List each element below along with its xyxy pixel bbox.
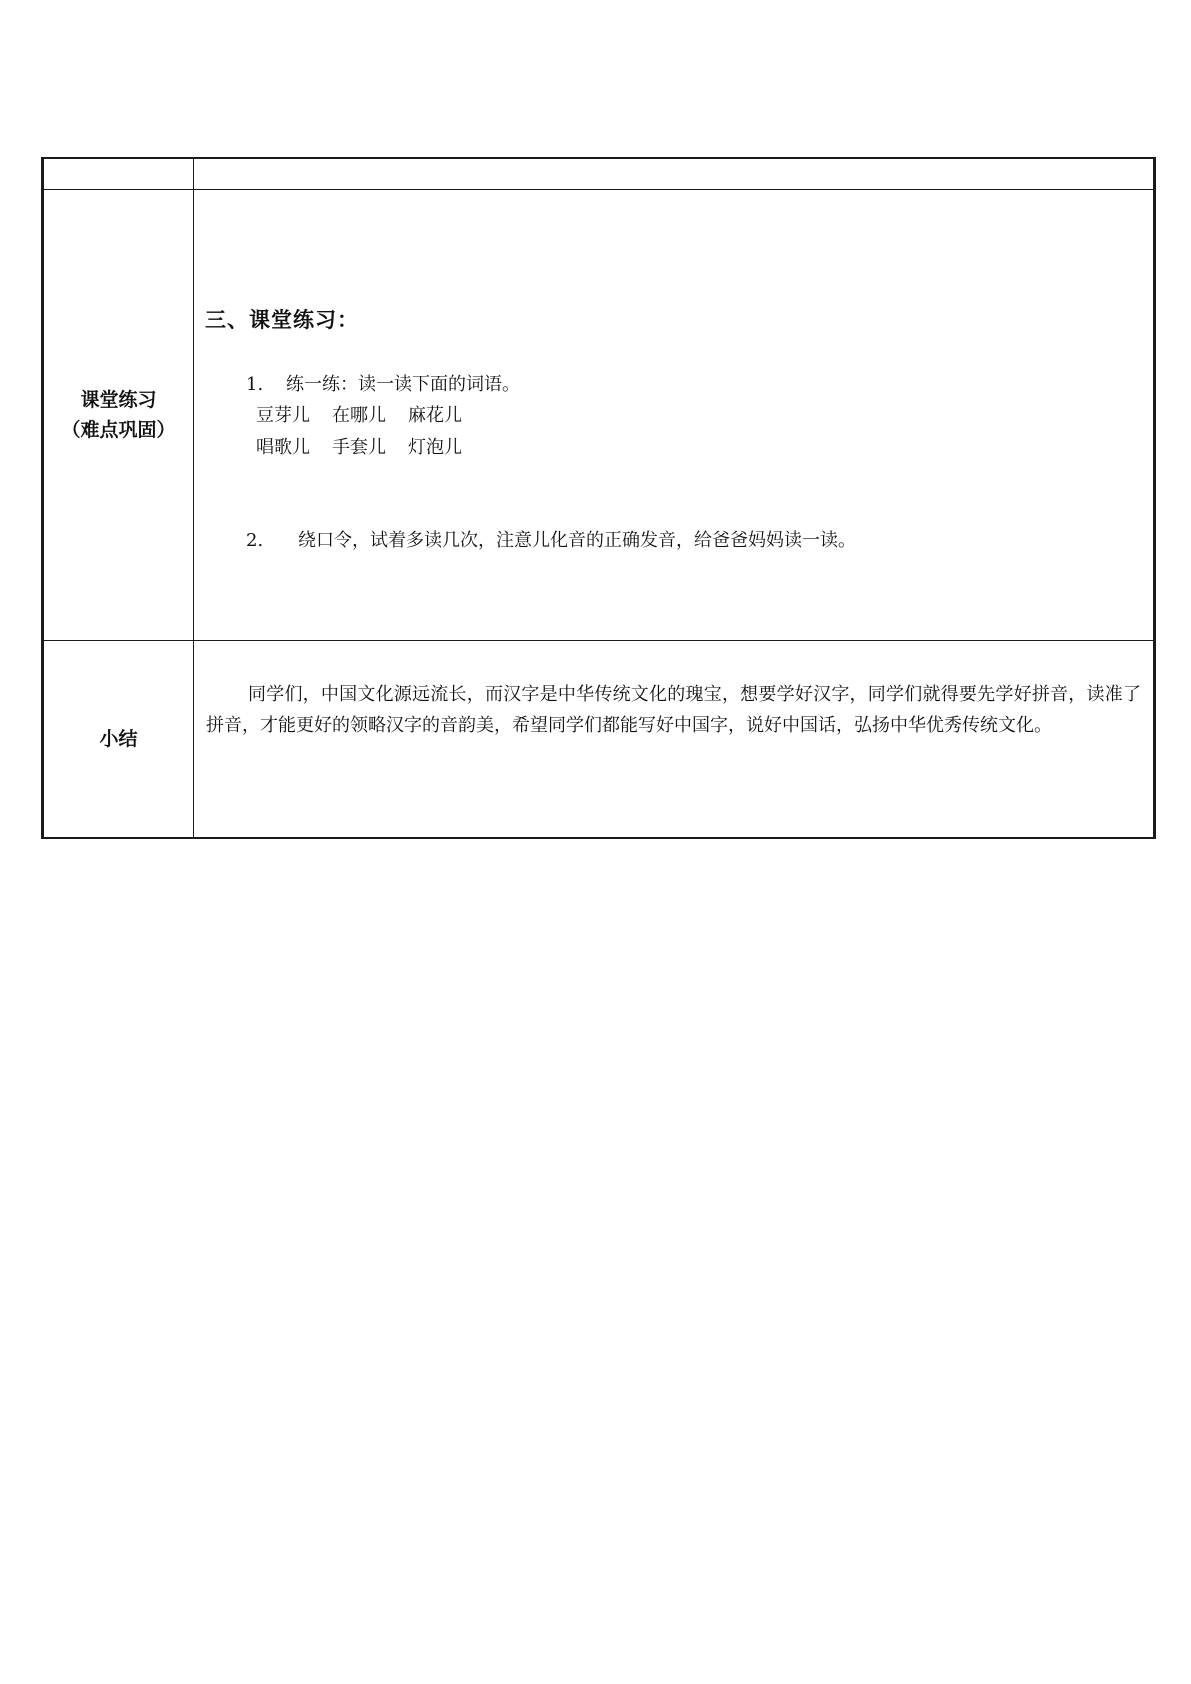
word-item: 唱歌儿 [256,437,310,458]
table-row-top [43,158,1155,190]
practice-item-2 [246,526,856,552]
item-2-number: 2. [246,530,264,551]
word-item: 手套儿 [332,437,386,458]
word-item: 灯泡儿 [408,437,462,458]
word-item: 豆芽儿 [256,405,310,426]
summary-label-cell: 小结 [43,641,194,839]
word-item: 在哪儿 [332,405,386,426]
word-list-row-1 [256,401,484,427]
practice-label-line1: 课堂练习 [80,389,157,411]
word-list-row-2 [256,433,484,459]
item-2-text: 绕口令，试着多读几次，注意儿化音的正确发音，给爸爸妈妈读一读。 [298,530,856,551]
lesson-plan-table [41,157,1156,839]
item-1-text: 练一练：读一读下面的词语。 [286,374,520,395]
practice-label-cell [43,190,194,641]
word-item: 麻花儿 [408,405,462,426]
table-row-summary [43,641,1155,839]
practice-item-1 [246,370,520,396]
practice-label-line2: （难点巩固） [61,419,176,441]
top-content-cell [194,158,1155,190]
table-row-practice [43,190,1155,641]
item-1-number: 1. [246,374,264,395]
summary-paragraph: 同学们，中国文化源远流长，而汉字是中华传统文化的瑰宝，想要学好汉字，同学们就得要先学好拼音，读准了拼音，才能更好的领略汉字的音韵美，希望同学们都能写好中国字，说好中国话，弘扬中华优秀传统文化。 [206,684,1141,736]
practice-content-cell [194,190,1155,641]
section-heading: 三、课堂练习： [205,308,359,332]
top-label-cell [43,158,194,190]
summary-content-cell [194,641,1155,839]
